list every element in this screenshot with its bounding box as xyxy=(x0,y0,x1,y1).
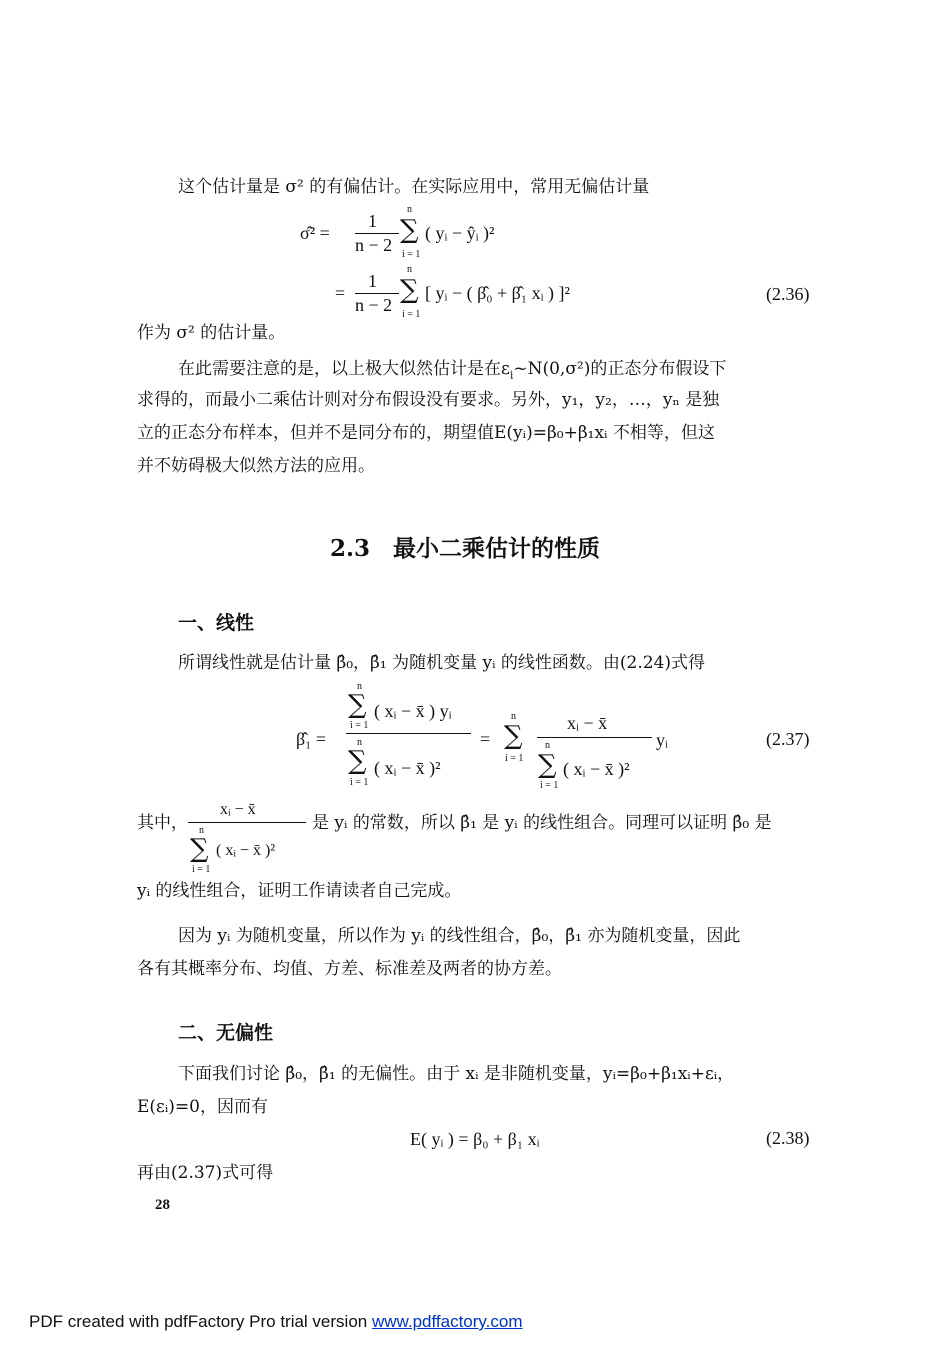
frac-denominator: n − 2 xyxy=(355,235,393,255)
text-line: yᵢ 的线性组合，证明工作请读者自己完成。 xyxy=(137,881,462,901)
footer-link[interactable]: www.pdffactory.com xyxy=(371,1312,523,1331)
sum-lower: i = 1 xyxy=(350,777,369,788)
eq-body: [ yᵢ − ( β̂₀ + β̂₁ xᵢ ) ]² xyxy=(425,283,570,303)
text-line: 各有其概率分布、均值、方差、标准差及两者的协方差。 xyxy=(137,959,562,979)
frac-numerator: 1 xyxy=(368,211,377,231)
text-line: 立的正态分布样本，但并不是同分布的，期望值E(yᵢ)=β₀+β₁xᵢ 不相等，但这 xyxy=(137,423,715,443)
sum-upper: n xyxy=(407,264,412,275)
sum-icon: ∑ xyxy=(504,721,523,751)
subsection-heading: 二、无偏性 xyxy=(178,1022,274,1044)
text-fragment: 在此需要注意的是，以上极大似然估计是在ε xyxy=(178,359,510,379)
sum-upper: n xyxy=(357,681,362,692)
sum-lower: i = 1 xyxy=(540,780,559,791)
frac-numerator: xᵢ − x̄ xyxy=(220,801,256,818)
text-line: 是 yᵢ 的常数，所以 β̂₁ 是 yᵢ 的线性组合。同理可以证明 β̂₀ 是 xyxy=(312,813,772,833)
text-line: 求得的，而最小二乘估计则对分布假设没有要求。另外，y₁，y₂，…，yₙ 是独 xyxy=(137,390,720,410)
equation-number: (2.36) xyxy=(766,284,810,304)
sum-icon: ∑ xyxy=(190,834,209,864)
subsection-heading: 一、线性 xyxy=(178,612,255,634)
sum-icon: ∑ xyxy=(348,690,367,720)
sum-icon: ∑ xyxy=(538,750,557,780)
frac-numerator: 1 xyxy=(368,271,377,291)
sum-icon: ∑ xyxy=(400,215,419,245)
sum-icon: ∑ xyxy=(400,275,419,305)
sum-lower: i = 1 xyxy=(402,309,421,320)
equation-number: (2.38) xyxy=(766,1128,810,1148)
sum-lower: i = 1 xyxy=(505,753,524,764)
equation-number: (2.37) xyxy=(766,729,810,749)
text-line: 所谓线性就是估计量 β̂₀，β̂₁ 为随机变量 yᵢ 的线性函数。由(2.24)式得 xyxy=(178,653,706,673)
frac-denominator: ( xᵢ − x̄ )² xyxy=(563,759,630,779)
pdf-footer xyxy=(29,1312,523,1332)
text-line: 这个估计量是 σ² 的有偏估计。在实际应用中，常用无偏估计量 xyxy=(178,177,650,197)
eq-lhs: β̂₁ = xyxy=(296,729,327,749)
eq-body: ( yᵢ − ŷᵢ )² xyxy=(425,223,495,243)
sum-upper: n xyxy=(357,737,362,748)
sum-upper: n xyxy=(199,825,204,836)
sum-upper: n xyxy=(545,740,550,751)
sum-upper: n xyxy=(407,204,412,215)
frac-denominator: ( xᵢ − x̄ )² xyxy=(216,842,276,859)
sum-lower: i = 1 xyxy=(350,720,369,731)
footer-text: PDF created with pdfFactory Pro trial version xyxy=(29,1312,372,1331)
text-line: E(εᵢ)=0，因而有 xyxy=(137,1097,268,1117)
text-line: 并不妨碍极大似然方法的应用。 xyxy=(137,456,375,476)
text-line: 在此需要注意的是，以上极大似然估计是在$\varepsilon_i\sim N(0,\sigma^2)$的正态分布假设下 xyxy=(178,359,727,382)
eq-equals: = xyxy=(480,729,491,749)
equation-2-38: E( yᵢ ) = β₀ + β₁ xᵢ xyxy=(410,1129,540,1149)
text-line: 因为 yᵢ 为随机变量，所以作为 yᵢ 的线性组合，β̂₀，β̂₁ 亦为随机变量，因此 xyxy=(178,926,741,946)
sum-lower: i = 1 xyxy=(402,249,421,260)
frac-denominator: n − 2 xyxy=(355,295,393,315)
text-line: 下面我们讨论 β̂₀，β̂₁ 的无偏性。由于 xᵢ 是非随机变量，yᵢ=β₀+β₁xᵢ+εᵢ， xyxy=(178,1064,735,1084)
sum-icon: ∑ xyxy=(348,746,367,776)
frac-numerator: xᵢ − x̄ xyxy=(567,713,608,733)
section-heading: 2.3 最小二乘估计的性质 xyxy=(330,535,601,562)
eq-term: yᵢ xyxy=(656,730,668,750)
sum-upper: n xyxy=(511,711,516,722)
frac-denominator: ( xᵢ − x̄ )² xyxy=(374,758,441,778)
eq-lhs: σ̂² = xyxy=(300,223,330,243)
text-fragment: ~N(0,σ²)的正态分布假设下 xyxy=(513,359,727,379)
text-line: 再由(2.37)式可得 xyxy=(137,1163,274,1183)
page-number: 28 xyxy=(155,1197,170,1213)
eq-equals: = xyxy=(335,283,346,303)
text-line: 其中， xyxy=(137,813,188,833)
text-line: 作为 σ² 的估计量。 xyxy=(137,323,286,343)
frac-numerator: ( xᵢ − x̄ ) yᵢ xyxy=(374,701,452,721)
sum-lower: i = 1 xyxy=(192,864,211,875)
